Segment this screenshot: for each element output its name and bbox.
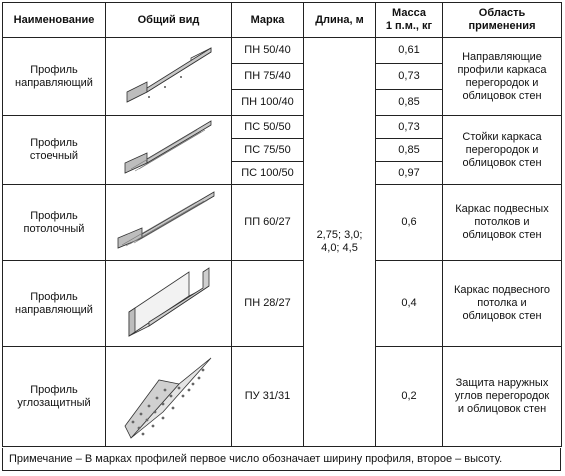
mark-cell: ПН 50/40 (232, 38, 304, 64)
table-row (3, 261, 562, 347)
mass-cell: 0,2 (376, 347, 443, 447)
mass-cell: 0,61 (376, 38, 443, 64)
header-row (3, 3, 562, 38)
ceiling-profile-icon (106, 185, 232, 261)
header-name: Наименование (3, 3, 106, 38)
mark-cell: ПН 75/40 (232, 64, 304, 90)
corner-bead-profile-icon (106, 347, 232, 447)
table-row (3, 116, 562, 139)
length-cell: 2,75; 3,0; 4,0; 4,5 (304, 38, 376, 447)
profile-name: Профиль направляющий (3, 38, 106, 116)
area-cell: Каркас подвесного потолка и облицовок стен (443, 261, 562, 347)
u-channel-profile-icon (106, 38, 232, 116)
table-row (3, 38, 562, 64)
mass-cell: 0,6 (376, 185, 443, 261)
area-cell: Каркас подвесных потолков и облицовок стен (443, 185, 562, 261)
mass-cell: 0,85 (376, 90, 443, 116)
mass-cell: 0,73 (376, 116, 443, 139)
mark-cell: ПП 60/27 (232, 185, 304, 261)
area-cell: Стойки каркаса перегородок и облицовок стен (443, 116, 562, 185)
profiles-table (2, 2, 562, 447)
header-area: Область применения (443, 3, 562, 38)
profile-name: Профиль направляющий (3, 261, 106, 347)
mark-cell: ПС 75/50 (232, 139, 304, 162)
header-mark: Марка (232, 3, 304, 38)
mark-cell: ПН 28/27 (232, 261, 304, 347)
c-stud-profile-icon (106, 116, 232, 185)
mark-cell: ПС 100/50 (232, 162, 304, 185)
profile-name: Профиль углозащитный (3, 347, 106, 447)
area-cell: Направляющие профили каркаса перегородок и облицовок стен (443, 38, 562, 116)
mark-cell: ПН 100/40 (232, 90, 304, 116)
mass-cell: 0,4 (376, 261, 443, 347)
table-row (3, 347, 562, 447)
mark-cell: ПС 50/50 (232, 116, 304, 139)
header-mass: Масса 1 п.м., кг (376, 3, 443, 38)
profile-name: Профиль потолочный (3, 185, 106, 261)
mass-cell: 0,85 (376, 139, 443, 162)
footnote: Примечание – В марках профилей первое число обозначает ширину профиля, второе – высоту. (2, 448, 561, 471)
mass-cell: 0,73 (376, 64, 443, 90)
mark-cell: ПУ 31/31 (232, 347, 304, 447)
guide-profile-icon (106, 261, 232, 347)
header-view: Общий вид (106, 3, 232, 38)
mass-cell: 0,97 (376, 162, 443, 185)
table-row (3, 185, 562, 261)
area-cell: Защита наружных углов перегородок и облицовок стен (443, 347, 562, 447)
header-length: Длина, м (304, 3, 376, 38)
profile-name: Профиль стоечный (3, 116, 106, 185)
